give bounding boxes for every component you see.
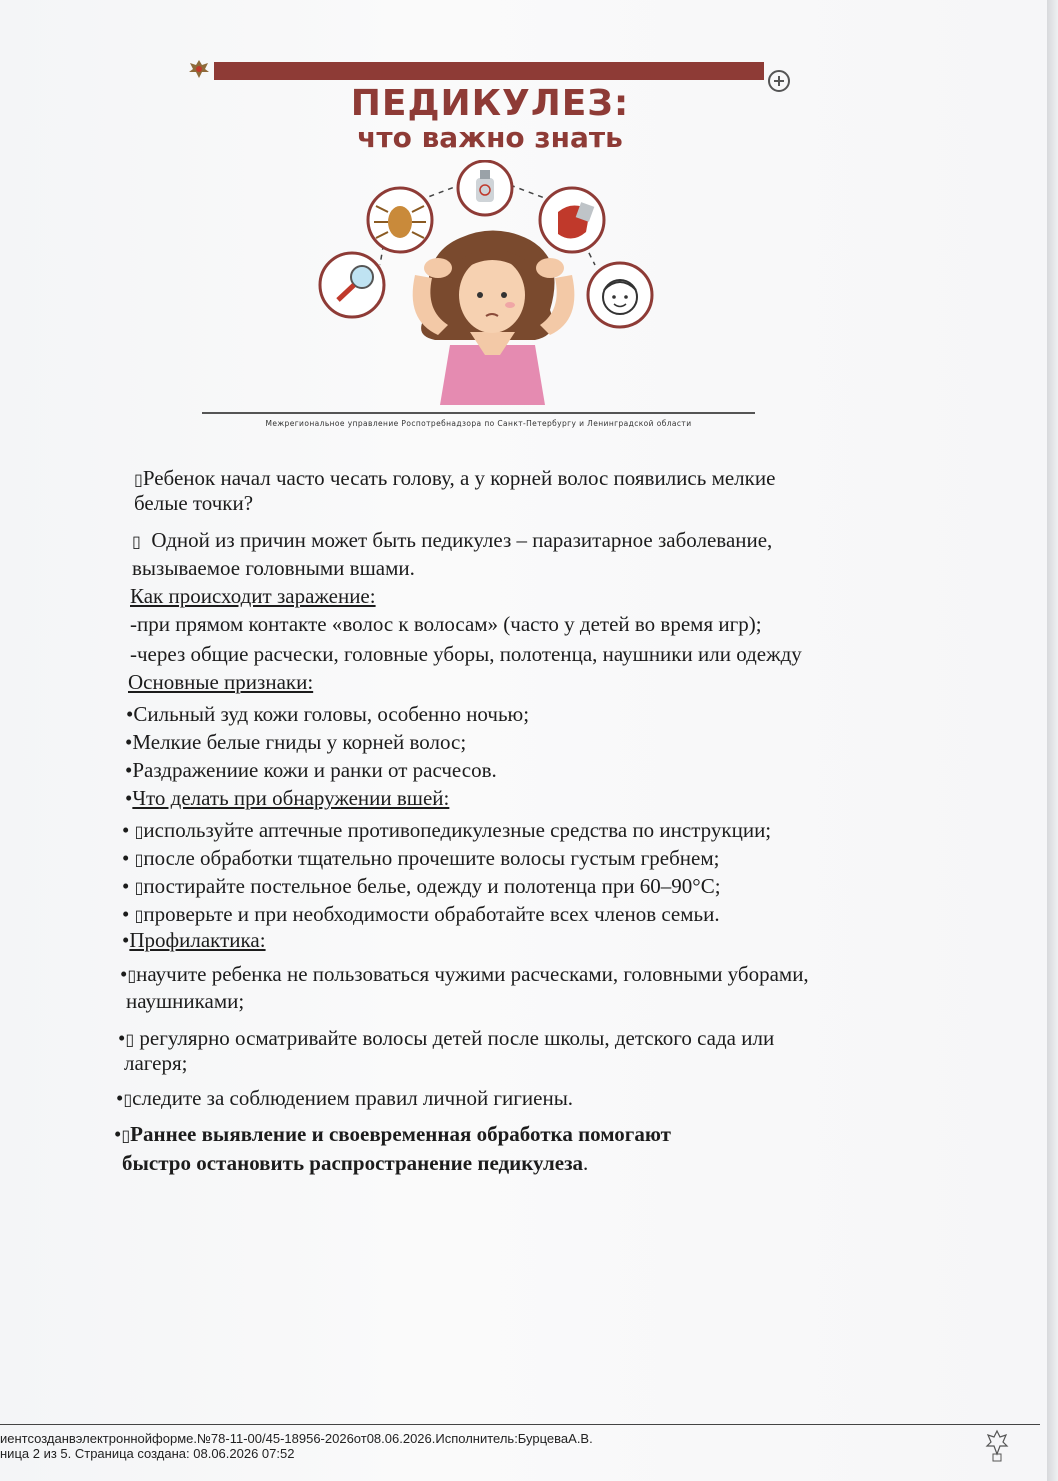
signs-heading: Основные признаки: — [128, 670, 314, 694]
infection-heading: Как происходит заражение: — [130, 584, 376, 608]
bug-icon — [368, 188, 432, 252]
sign-item-3: •Раздражениие кожи и ранки от расчесов. — [125, 758, 497, 782]
footer-emblem-icon — [985, 1428, 1009, 1464]
prevention-item-1b: наушниками; — [126, 989, 245, 1013]
rospotrebnadzor-logo-icon — [766, 68, 792, 94]
face-icon — [588, 263, 652, 327]
poster-subtitle: что важно знать — [357, 121, 623, 154]
action-item-1: • ▯используйте аптечные противопедикулезные средства по инструкции; — [122, 818, 772, 842]
sign-item-2: •Мелкие белые гниды у корней волос; — [125, 730, 467, 754]
prevention-item-3: •▯следите за соблюдением правил личной гигиены. — [116, 1086, 574, 1110]
intro-line-2: ▯ Одной из причин может быть педикулез – паразитарное заболевание, — [132, 528, 773, 552]
page-edge — [1047, 0, 1058, 1481]
prevention-item-2: •▯ регулярно осматривайте волосы детей после школы, детского сада или — [118, 1026, 775, 1050]
infection-item-2: -через общие расчески, головные уборы, полотенца, наушники или одежду — [130, 642, 802, 666]
poster-illustration — [310, 160, 660, 405]
poster-divider — [202, 412, 755, 414]
poster-footer: Межрегиональное управление Роспотребнадзора по Санкт-Петербургу и Ленинградской области — [265, 419, 692, 428]
conclusion-line-2: быстро остановить распространение педикулеза. — [122, 1151, 589, 1175]
footer-divider — [0, 1424, 1040, 1425]
actions-heading: •Что делать при обнаружении вшей: — [125, 786, 450, 810]
checkbox-glyph: ▯ — [134, 470, 143, 489]
footer-page-info: ница 2 из 5. Страница создана: 08.06.2026 07:52 — [0, 1446, 295, 1461]
poster-title: ПЕДИКУЛЕЗ: — [350, 83, 630, 124]
girl-illustration — [413, 230, 575, 405]
intro-line-2b: вызываемое головными вшами. — [132, 556, 415, 580]
sign-item-1: •Сильный зуд кожи головы, особенно ночью; — [126, 702, 530, 726]
hat-icon — [540, 188, 604, 252]
prevention-item-1: •▯научите ребенка не пользоваться чужими расческами, головными уборами, — [120, 962, 809, 986]
checkbox-glyph: ▯ — [132, 532, 141, 551]
conclusion-line-1: •▯Раннее выявление и своевременная обработка помогают — [114, 1122, 671, 1146]
intro-line-1b: белые точки? — [134, 491, 254, 515]
prevention-heading: •Профилактика: — [122, 928, 266, 952]
footer-doc-info: иентсозданвэлектроннойформе.№78-11-00/45-18956-2026от08.06.2026.Исполнитель:БурцеваА.В. — [0, 1431, 593, 1446]
header-bar — [214, 62, 764, 80]
spray-bottle-icon — [458, 161, 512, 215]
magnifier-icon — [320, 253, 384, 317]
action-item-2: • ▯после обработки тщательно прочешите волосы густым гребнем; — [122, 846, 720, 870]
infection-item-1: -при прямом контакте «волос к волосам» (часто у детей во время игр); — [130, 612, 762, 636]
action-item-3: • ▯постирайте постельное белье, одежду и полотенца при 60–90°С; — [122, 874, 721, 898]
prevention-item-2b: лагеря; — [124, 1051, 188, 1075]
action-item-4: • ▯проверьте и при необходимости обработайте всех членов семьи. — [122, 902, 720, 926]
eagle-emblem-icon — [186, 56, 212, 82]
intro-line-1: ▯Ребенок начал часто чесать голову, а у корней волос появились мелкие — [134, 466, 776, 490]
